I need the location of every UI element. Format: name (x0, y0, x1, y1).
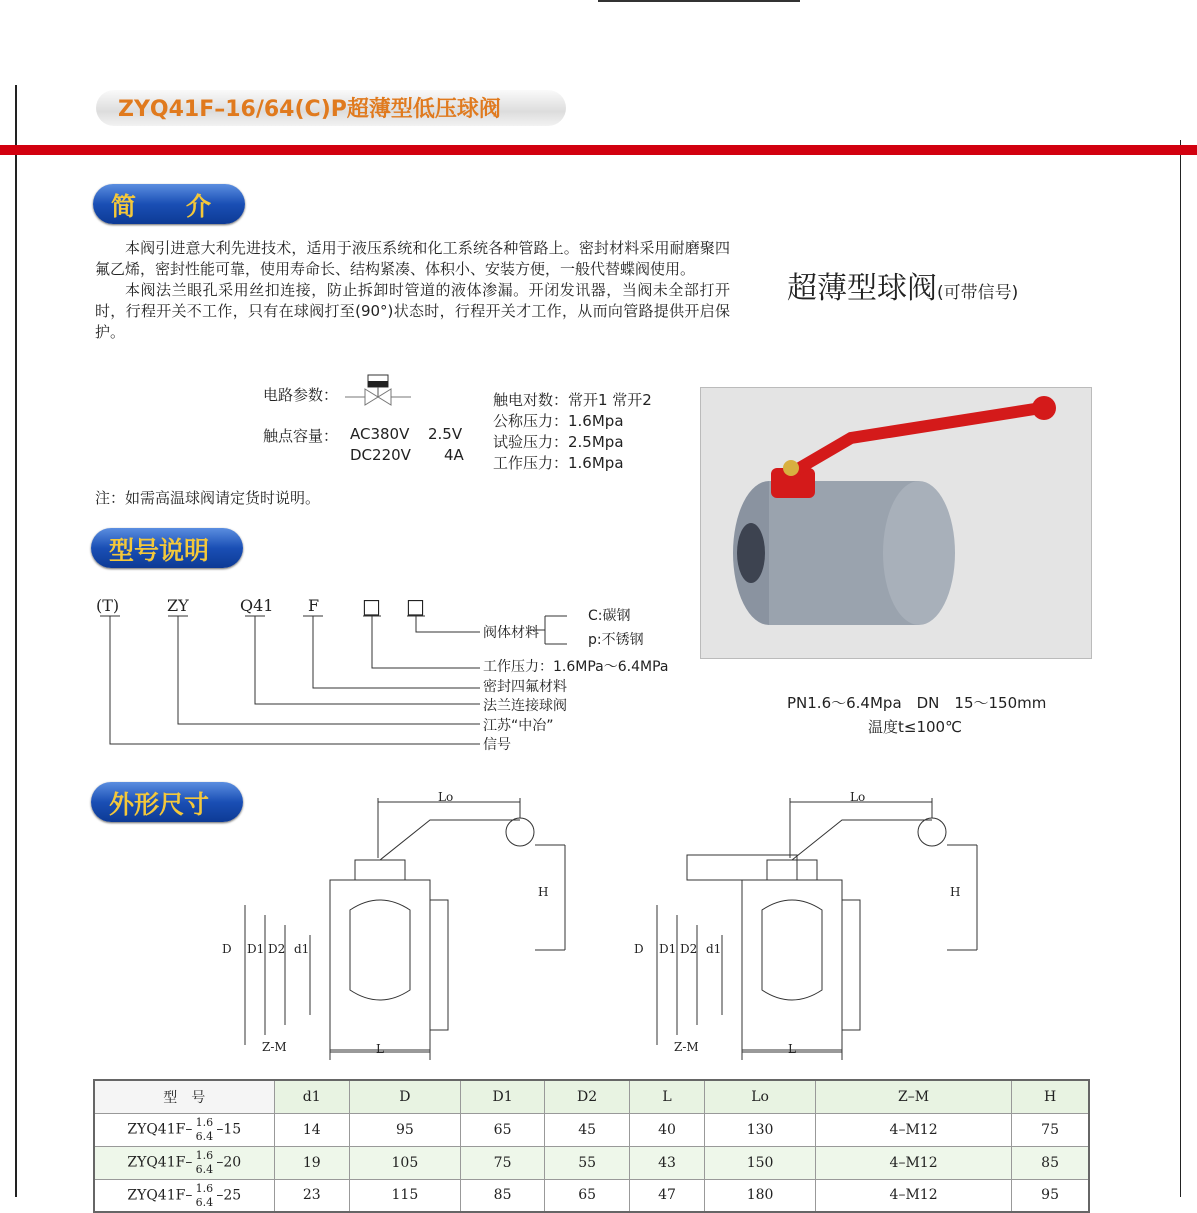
product-name: 超薄型球阀 (787, 271, 937, 306)
code-part: F (308, 596, 320, 615)
pressure-fraction (194, 1182, 214, 1209)
header-cell: d1 (274, 1080, 349, 1113)
value-cell: 75 (1012, 1113, 1089, 1146)
value-cell: 23 (274, 1179, 349, 1212)
value-cell: 40 (629, 1113, 704, 1146)
code-part: □ (362, 594, 381, 618)
value-cell: 4–M12 (816, 1113, 1012, 1146)
intro-paragraph-1: 本阀引进意大利先进技术，适用于液压系统和化工系统各种管路上。密封材料采用耐磨聚四氟乙烯，密封性能可靠，使用寿命长、结构紧凑、体积小、安装方便，一般代替蝶阀使用。 (95, 239, 730, 278)
model-prefix: ZYQ41F– (127, 1121, 193, 1138)
section-intro: 简 介 (93, 184, 245, 224)
legend-item: 密封四氟材料 (483, 678, 567, 695)
product-photo (700, 387, 1092, 659)
contact-ac-value: 2.5V (428, 425, 463, 443)
dimension-table (93, 1079, 1090, 1213)
value-cell: 65 (545, 1179, 630, 1212)
header-cell: L (629, 1080, 704, 1113)
product-caption-temp: 温度t≤100℃ (868, 718, 962, 736)
contact-ac: AC380V (350, 425, 410, 443)
legend-item: 信号 (483, 737, 511, 753)
header-cell: Lo (705, 1080, 816, 1113)
right-margin-line (1180, 140, 1181, 1197)
pressure-fraction (194, 1149, 214, 1176)
value-cell: 65 (460, 1113, 545, 1146)
table-header (94, 1080, 1089, 1113)
value-cell: 43 (629, 1146, 704, 1179)
fraction-bottom: 6.4 (195, 1163, 214, 1176)
legend-item: 江苏“中冶” (483, 717, 554, 734)
intro-paragraph-2: 本阀法兰眼孔采用丝扣连接，防止拆卸时管道的液体渗漏。开闭发讯器，当阀未全部打开时，行程开关不工作，只有在球阀打至(90°)状态时，行程开关才工作，从而向管路提供开启保护。 (95, 281, 730, 341)
label-h: H (950, 885, 961, 899)
value-cell: 130 (705, 1113, 816, 1146)
value-cell: 105 (349, 1146, 460, 1179)
label-d1-outer: D1 (247, 942, 265, 956)
dimension-drawing-left (220, 790, 580, 1060)
value-cell: 75 (460, 1146, 545, 1179)
fraction-top: 1.6 (195, 1181, 214, 1195)
label-d2: D2 (268, 942, 286, 956)
material-option: p:不锈钢 (588, 632, 644, 648)
contact-dc-value: 4A (444, 446, 464, 464)
value-cell: 4–M12 (816, 1179, 1012, 1212)
label-l: L (788, 1042, 796, 1056)
value-cell: 55 (545, 1146, 630, 1179)
value-cell: 45 (545, 1113, 630, 1146)
header-cell: D2 (545, 1080, 630, 1113)
contact-dc: DC220V (350, 446, 411, 464)
table-row (94, 1146, 1089, 1179)
label-l: L (376, 1042, 384, 1056)
label-d2: D2 (680, 942, 698, 956)
header-cell: D1 (460, 1080, 545, 1113)
fraction-bottom: 6.4 (195, 1130, 214, 1143)
spec-item: 公称压力：1.6Mpa (493, 412, 624, 430)
fraction-top: 1.6 (195, 1149, 214, 1162)
value-cell: 85 (460, 1179, 545, 1212)
red-divider (0, 145, 1197, 155)
value-cell: 19 (274, 1146, 349, 1179)
value-cell: 85 (1012, 1146, 1089, 1179)
value-cell: 150 (705, 1146, 816, 1179)
section-dims: 外形尺寸 (91, 782, 243, 822)
section-model: 型号说明 (91, 528, 243, 568)
model-prefix: ZYQ41F– (127, 1154, 193, 1171)
material-option: C:碳钢 (588, 608, 631, 624)
label-d1-outer: D1 (659, 942, 677, 956)
code-part: □ (406, 594, 425, 618)
value-cell: 4–M12 (816, 1146, 1012, 1179)
fraction-bottom: 6.4 (195, 1195, 214, 1209)
product-heading (787, 263, 1018, 307)
left-margin-line (15, 85, 17, 1197)
valve-symbol-icon (345, 373, 413, 409)
table-row (94, 1113, 1089, 1146)
label-lo: Lo (438, 790, 454, 804)
code-part: Q41 (240, 596, 274, 615)
model-prefix: ZYQ41F– (127, 1187, 193, 1204)
model-suffix: –25 (216, 1187, 242, 1204)
circuit-label: 电路参数： (263, 386, 339, 404)
page-title: ZYQ41F–16/64(C)P超薄型低压球阀 (96, 90, 566, 126)
header-cell: H (1012, 1080, 1089, 1113)
label-d1: d1 (294, 942, 310, 956)
legend-item: 法兰连接球阀 (483, 698, 567, 714)
spec-item: 触电对数：常开1 常开2 (493, 391, 652, 409)
value-cell: 95 (1012, 1179, 1089, 1212)
spec-list (493, 390, 652, 474)
model-legend (483, 658, 668, 756)
label-d1: d1 (706, 942, 722, 956)
spec-item: 工作压力：1.6Mpa (493, 454, 624, 472)
ball-valve-image (701, 388, 1093, 660)
contact-label: 触点容量： (263, 427, 339, 445)
label-d: D (222, 942, 232, 956)
value-cell: 180 (705, 1179, 816, 1212)
product-caption-pressure: PN1.6～6.4Mpa DN 15～150mm (787, 694, 1047, 712)
code-part: ZY (167, 596, 189, 615)
product-sub: (可带信号) (937, 283, 1019, 303)
value-cell: 95 (349, 1113, 460, 1146)
spec-item: 试验压力：2.5Mpa (493, 433, 624, 451)
label-d: D (634, 942, 644, 956)
intro-text (95, 238, 730, 343)
top-rule (598, 0, 800, 2)
header-cell: D (349, 1080, 460, 1113)
label-zm: Z-M (262, 1040, 287, 1054)
model-cell (94, 1146, 274, 1179)
model-cell (94, 1113, 274, 1146)
note: 注：如需高温球阀请定货时说明。 (95, 489, 321, 507)
model-cell (94, 1179, 274, 1212)
label-h: H (538, 885, 549, 899)
table-row (94, 1179, 1089, 1212)
header-cell: Z–M (816, 1080, 1012, 1113)
value-cell: 14 (274, 1113, 349, 1146)
fraction-top: 1.6 (195, 1116, 214, 1129)
value-cell: 47 (629, 1179, 704, 1212)
dimension-drawing-right (632, 790, 992, 1060)
material-label: 阀体材料 (483, 625, 539, 641)
value-cell: 115 (349, 1179, 460, 1212)
legend-item: 工作压力：1.6MPa～6.4MPa (483, 659, 669, 675)
label-zm: Z-M (674, 1040, 699, 1054)
header-cell: 型 号 (94, 1080, 274, 1113)
code-part: (T) (96, 596, 120, 615)
model-suffix: –15 (216, 1121, 242, 1138)
model-suffix: –20 (216, 1154, 242, 1171)
pressure-fraction (194, 1116, 214, 1143)
label-lo: Lo (850, 790, 866, 804)
